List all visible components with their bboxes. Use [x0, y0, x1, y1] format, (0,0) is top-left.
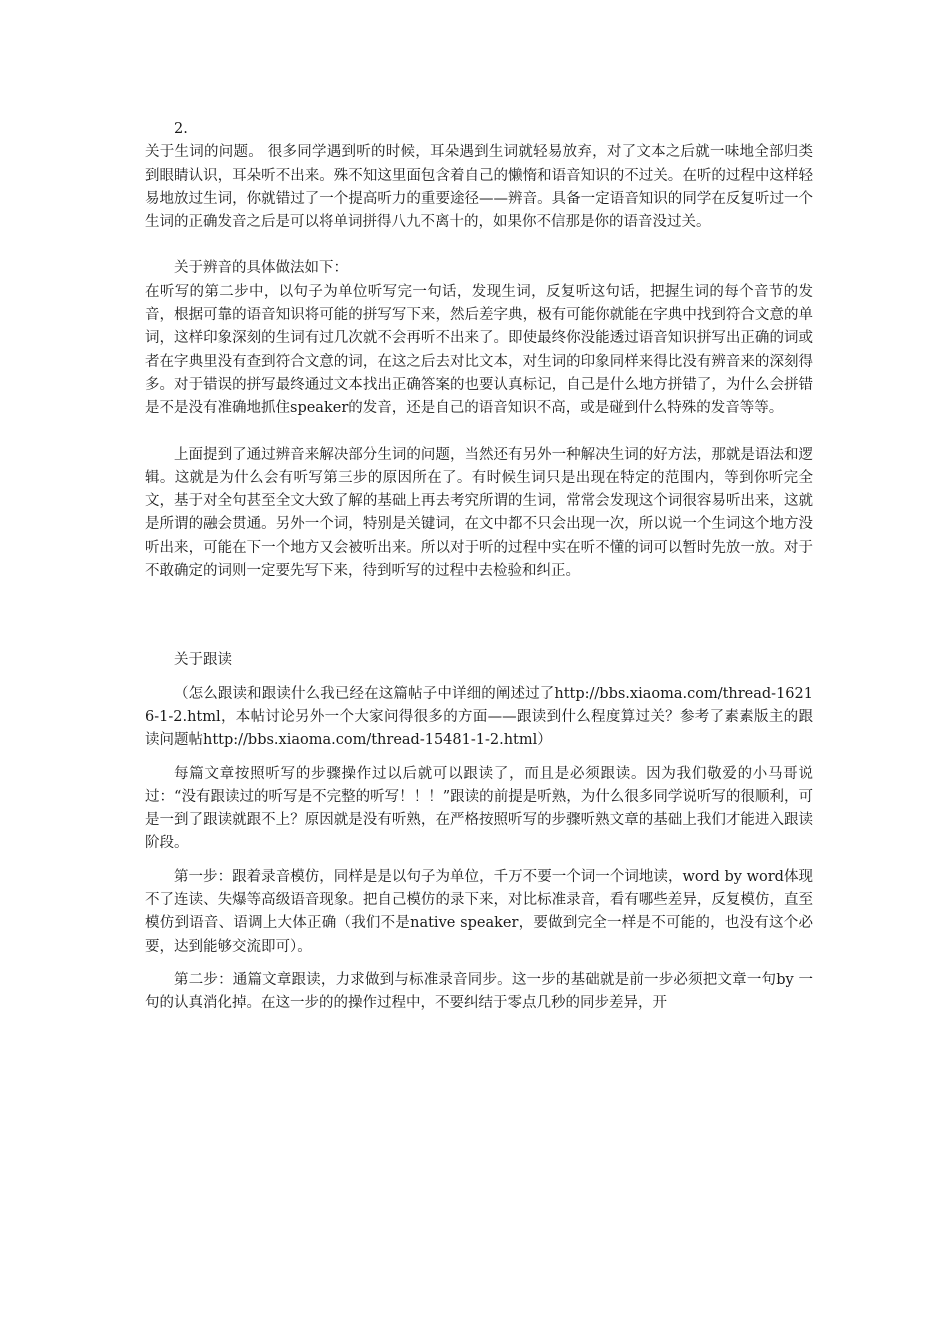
- paragraph-step-one: 第一步：跟着录音模仿，同样是是以句子为单位，千万不要一个词一个词地读，word by word体现不了连读、失爆等高级语音现象。把自己模仿的录下来，对比标准录音，看有哪些差异，反复模仿，直至模仿到语音、语调上大体正确（我们不是native speaker，要做到完全一样是不可能的，也没有这个必要，达到能够交流即可）。: [145, 868, 813, 955]
- item-number: 2.: [174, 121, 188, 137]
- paragraph-new-words: 关于生词的问题。 很多同学遇到听的时候，耳朵遇到生词就轻易放弃，对了文本之后就一味地全部归类到眼睛认识，耳朵听不出来。殊不知这里面包含着自己的懒惰和语音知识的不过关。在听的过程中这样轻易地放过生词，你就错过了一个提高听力的重要途径——辨音。具备一定语音知识的同学在反复听过一个生词的正确发音之后是可以将单词拼得八九不离十的，如果你不信那是你的语音没过关。: [145, 144, 813, 231]
- paragraph-shadowing-links: （怎么跟读和跟读什么我已经在这篇帖子中详细的阐述过了http://bbs.xiaoma.com/thread-16216-1-2.html，本帖讨论另外一个大家问得很多的方面——跟读到什么程度算过关？参考了素素版主的跟读问题帖http://bbs.xiaoma.com/thread-15481-1-2.html）: [145, 685, 813, 749]
- paragraph-grammar-logic: 上面提到了通过辨音来解决部分生词的问题，当然还有另外一种解决生词的好方法，那就是语法和逻辑。这就是为什么会有听写第三步的原因所在了。有时候生词只是出现在特定的范围内，等到你听完全文，基于对全句甚至全文大致了解的基础上再去考究所谓的生词，常常会发现这个词很容易听出来，这就是所谓的融会贯通。另外一个词，特别是关键词，在文中都不只会出现一次，所以说一个生词这个地方没听出来，可能在下一个地方又会被听出来。所以对于听的过程中实在听不懂的词可以暂时先放一放。对于不敢确定的词则一定要先写下来，待到听写的过程中去检验和纠正。: [145, 446, 813, 580]
- paragraph-shadowing-intro: 每篇文章按照听写的步骤操作过以后就可以跟读了，而且是必须跟读。因为我们敬爱的小马哥说过：“没有跟读过的听写是不完整的听写！！！”跟读的前提是听熟，为什么很多同学说听写的很顺利，可是一到了跟读就跟不上？原因就是没有听熟，在严格按照听写的步骤听熟文章的基础上我们才能进入跟读阶段。: [145, 765, 813, 852]
- section-title-shadowing: 关于跟读: [174, 652, 232, 669]
- paragraph-discrimination-method: 在听写的第二步中，以句子为单位听写完一句话，发现生词，反复听这句话，把握生词的每个音节的发音，根据可靠的语音知识将可能的拼写写下来，然后差字典，极有可能你就能在字典中找到符合文意的单词，这样印象深刻的生词有过几次就不会再听不出来了。即使最终你没能透过语音知识拼写出正确的词或者在字典里没有查到符合文意的词，在这之后去对比文本，对生词的印象同样来得比没有辨音来的深刻得多。对于错误的拼写最终通过文本找出正确答案的也要认真标记，自己是什么地方拼错了，为什么会拼错是不是没有准确地抓住speaker的发音，还是自己的语音知识不高，或是碰到什么特殊的发音等等。: [145, 283, 813, 417]
- paragraph-title-discrimination: 关于辨音的具体做法如下：: [174, 260, 348, 277]
- document-page: [145, 118, 813, 1016]
- paragraph-step-two: 第二步：通篇文章跟读，力求做到与标准录音同步。这一步的基础就是前一步必须把文章一句by 一句的认真消化掉。在这一步的的操作过程中，不要纠结于零点几秒的同步差异，开: [145, 971, 813, 1012]
